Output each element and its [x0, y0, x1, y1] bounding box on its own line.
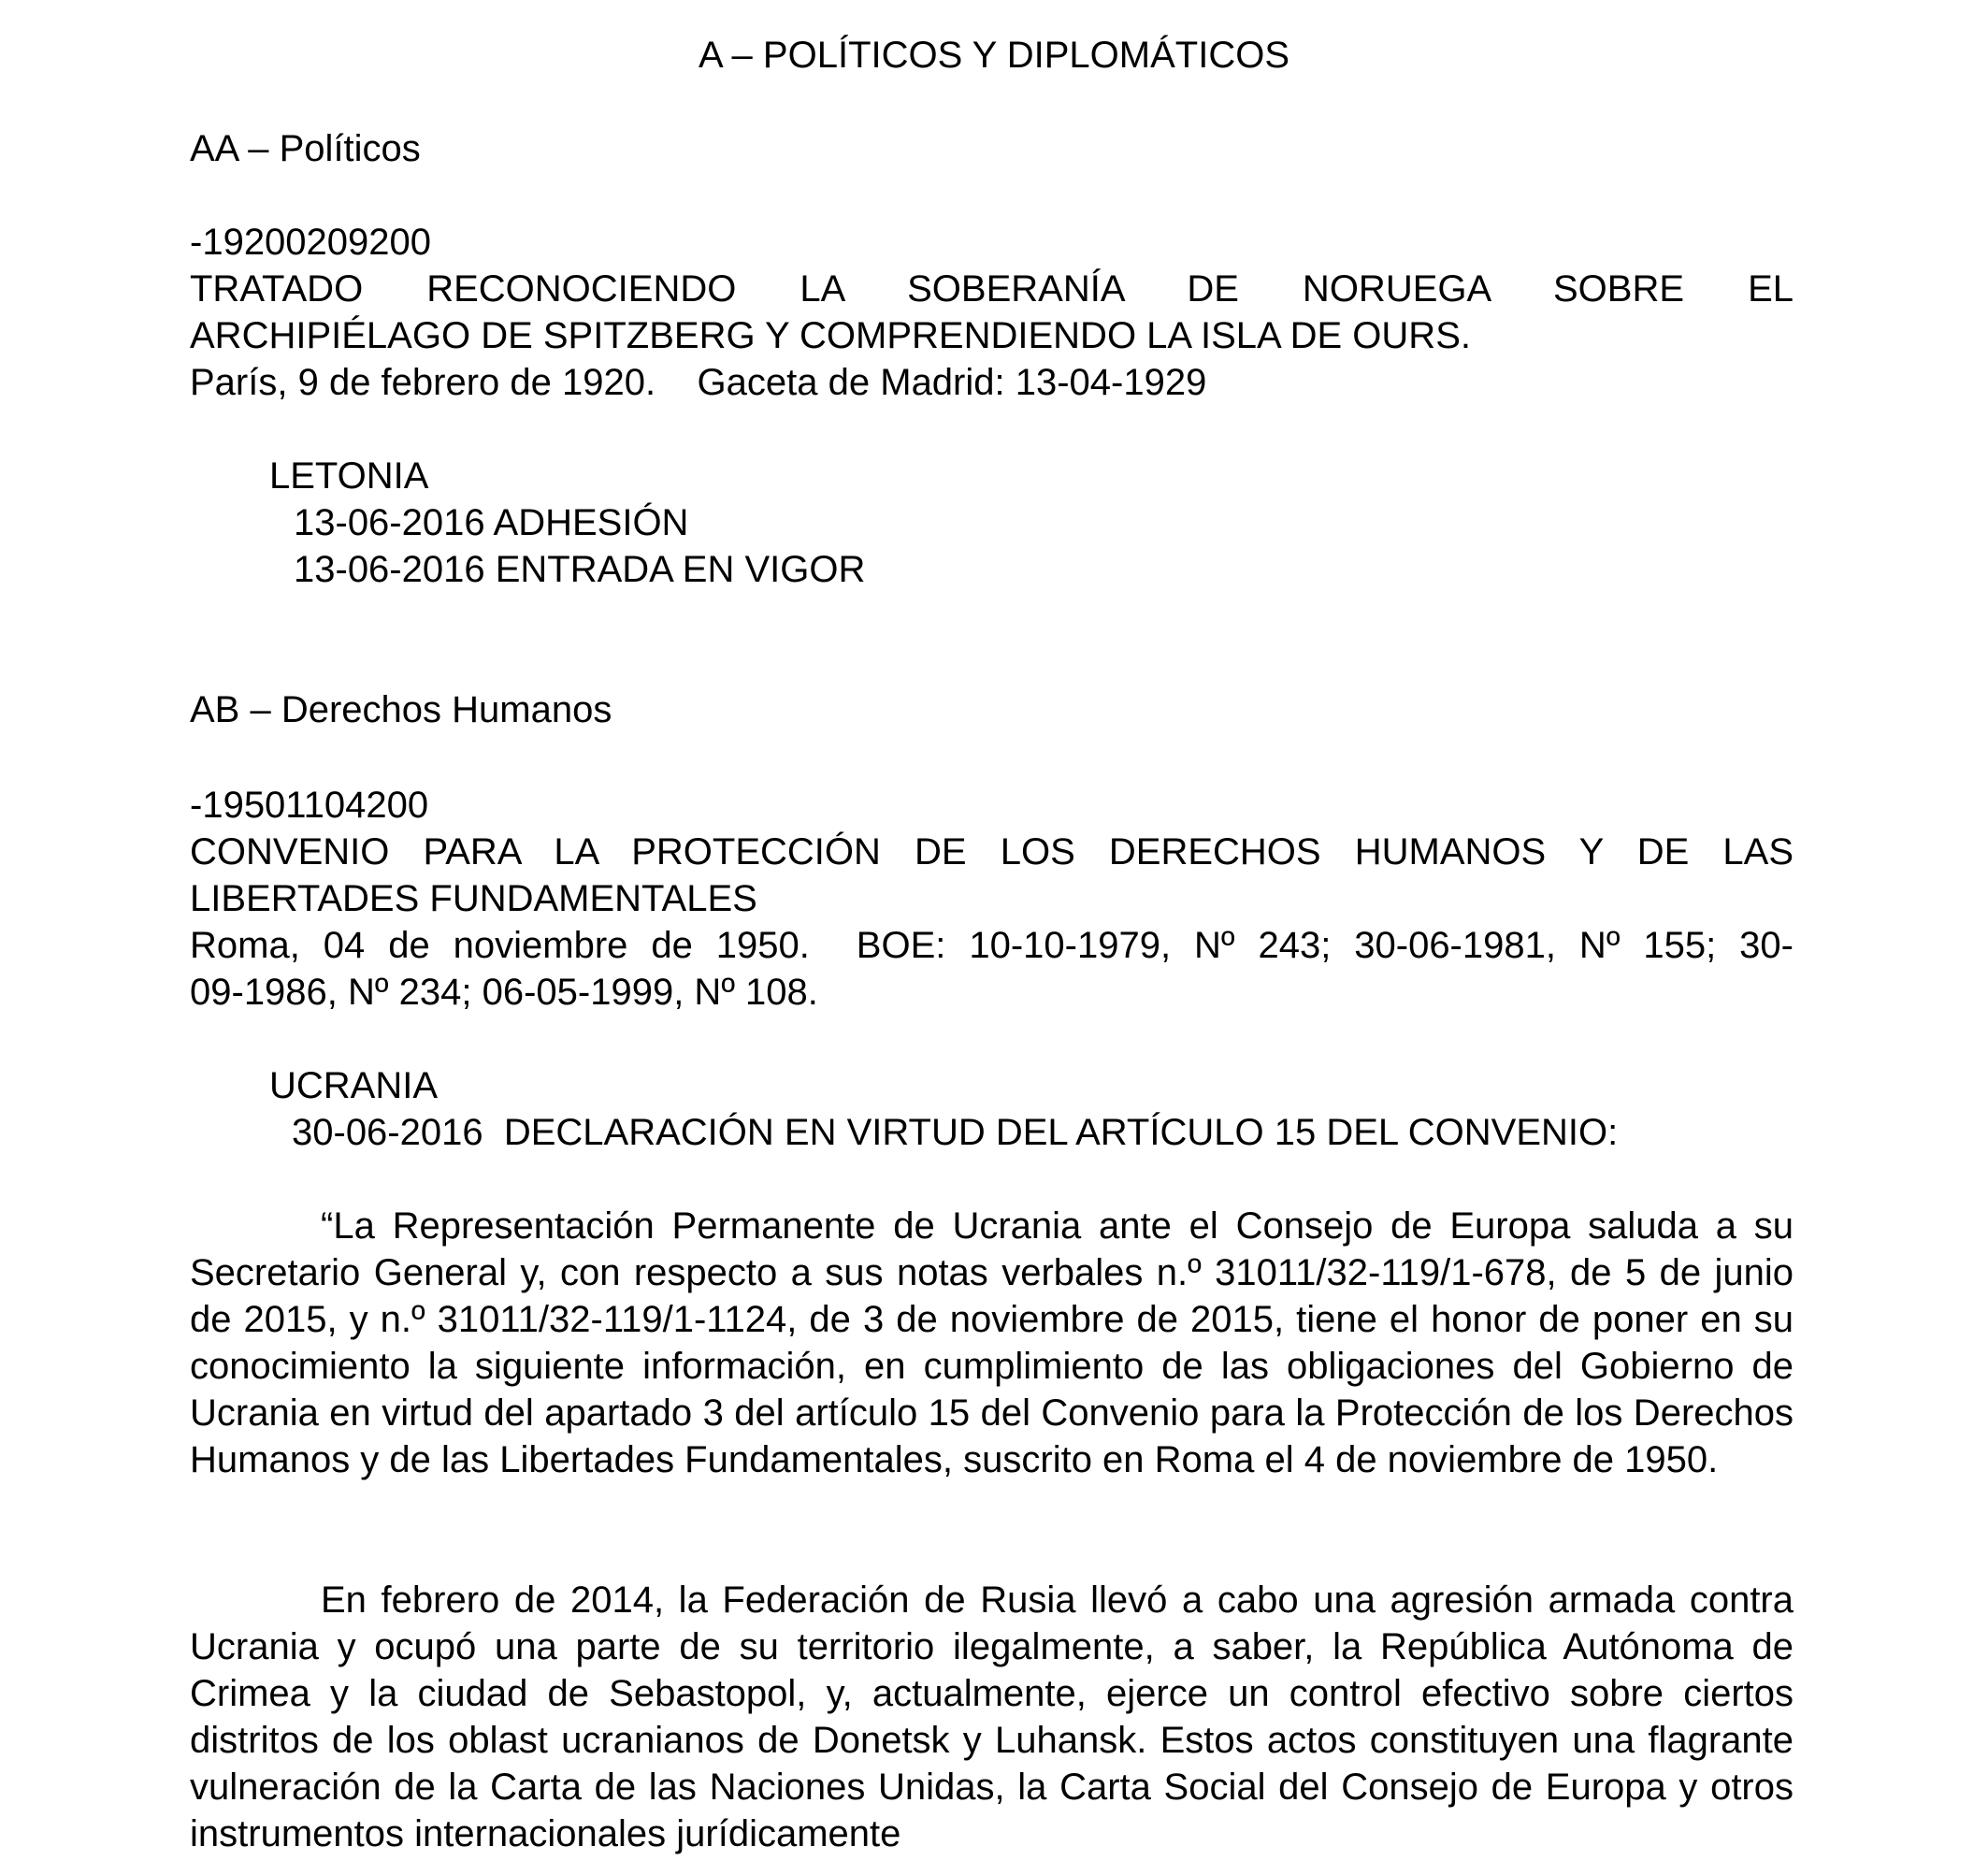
treaty-title-aa-line2: ARCHIPIÉLAGO DE SPITZBERG Y COMPRENDIENDO LA ISLA DE OURS.	[190, 315, 1471, 356]
treaty-title-aa-line1: TRATADO RECONOCIENDO LA SOBERANÍA DE NORUEGA SOBRE EL	[190, 268, 1794, 310]
section-heading-ab: AB – Derechos Humanos	[190, 689, 612, 730]
treaty-title-ab-line1: CONVENIO PARA LA PROTECCIÓN DE LOS DERECHOS HUMANOS Y DE LAS	[190, 831, 1794, 873]
entry-entrada-en-vigor: 13-06-2016 ENTRADA EN VIGOR	[294, 549, 866, 590]
treaty-place-date-aa: París, 9 de febrero de 1920. Gaceta de Madrid: 13-04-1929	[190, 362, 1207, 403]
page-title: A – POLÍTICOS Y DIPLOMÁTICOS	[698, 35, 1290, 76]
declaration-paragraph-2: En febrero de 2014, la Federación de Rusia llevó a cabo una agresión armada contra Ucrania y ocupó una parte de su territorio ilegalmente, a saber, la República Autónoma de Crimea y la ciudad de Sebastopol, y, actualmente, ejerce un control efectivo sobre ciertos distritos de los oblast ucranianos de Donetsk y Luhansk. Estos actos constituyen una flagrante vulneración de la Carta de las Naciones Unidas, la Carta Social del Consejo de Europa y otros instrumentos internacionales jurídicamente	[190, 1579, 1794, 1854]
country-letonia: LETONIA	[269, 455, 429, 497]
treaty-place-date-ab-line1: Roma, 04 de noviembre de 1950. BOE: 10-10-1979, Nº 243; 30-06-1981, Nº 155; 30-	[190, 925, 1794, 966]
declaration-paragraph-1: “La Representación Permanente de Ucrania ante el Consejo de Europa saluda a su Secretario General y, con respecto a sus notas verbales n.º 31011/32-119/1-678, de 5 de junio de 2015, y n.º 31011/32-119/1-1124, de 3 de noviembre de 2015, tiene el honor de poner en su conocimiento la siguiente información, en cumplimiento de las obligaciones del Gobierno de Ucrania en virtud del apartado 3 del artículo 15 del Convenio para la Protección de los Derechos Humanos y de las Libertades Fundamentales, suscrito en Roma el 4 de noviembre de 1950.	[190, 1205, 1794, 1480]
country-ucrania: UCRANIA	[269, 1065, 439, 1106]
treaty-code-ab: -19501104200	[190, 785, 429, 826]
treaty-code-aa: -19200209200	[190, 222, 432, 263]
entry-declaracion: 30-06-2016 DECLARACIÓN EN VIRTUD DEL ARTÍCULO 15 DEL CONVENIO:	[292, 1112, 1619, 1153]
treaty-place-date-ab-line2: 09-1986, Nº 234; 06-05-1999, Nº 108.	[190, 972, 818, 1013]
treaty-title-ab-line2: LIBERTADES FUNDAMENTALES	[190, 878, 757, 919]
entry-adhesion: 13-06-2016 ADHESIÓN	[294, 502, 689, 543]
section-heading-aa: AA – Políticos	[190, 128, 421, 169]
